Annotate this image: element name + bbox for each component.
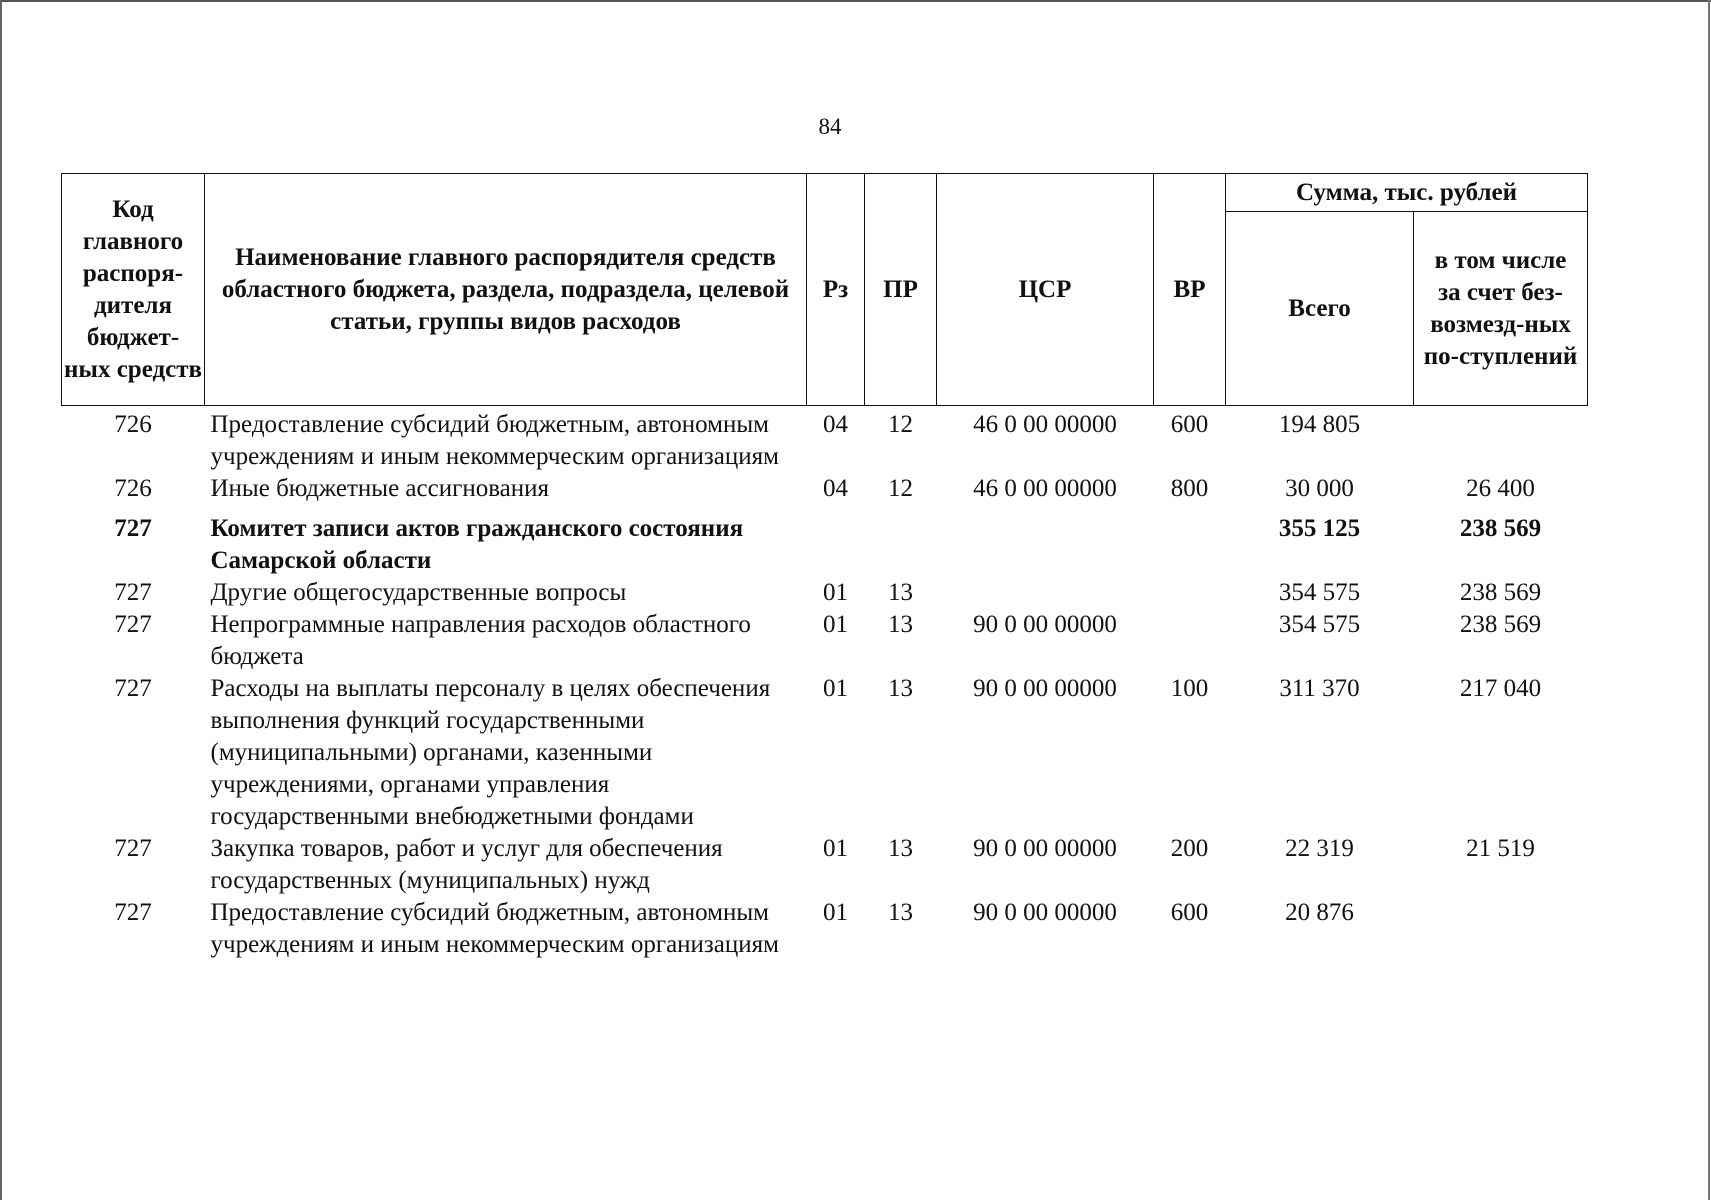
header-vr: ВР: [1154, 174, 1226, 406]
cell-code: 726: [114, 475, 152, 502]
cell-code: 727: [114, 515, 152, 542]
cell-rz: 01: [823, 835, 848, 862]
cell-code: 726: [114, 411, 152, 438]
cell-rz: [807, 505, 865, 577]
cell-total: 22 319: [1285, 835, 1354, 862]
cell-total: 354 575: [1278, 611, 1361, 638]
cell-total: 194 805: [1278, 411, 1361, 438]
cell-grants: 26 400: [1466, 475, 1535, 502]
cell-total: 355 125: [1278, 515, 1361, 542]
page-number: 84: [818, 114, 842, 139]
header-name: Наименование главного распорядителя средств областного бюджета, раздела, подраздела, целевой статьи, группы видов расходов: [205, 174, 807, 406]
cell-grants: 21 519: [1466, 835, 1535, 862]
cell-total: 354 575: [1278, 579, 1361, 606]
cell-vr: [1154, 505, 1226, 577]
cell-pr: 13: [888, 675, 913, 702]
table-row-committee: [62, 505, 1588, 577]
cell-vr: [1154, 577, 1226, 609]
cell-pr: 13: [888, 611, 913, 638]
cell-name: Расходы на выплаты персоналу в целях обеспечения выполнения функций государственными (муниципальными) органами, казенными учреждениями, органами управления государственными внебюджетными фондами: [210, 675, 771, 830]
cell-rz: 04: [823, 475, 848, 502]
cell-vr: 600: [1170, 899, 1209, 926]
cell-grants: 238 569: [1459, 611, 1542, 638]
cell-name: Предоставление субсидий бюджетным, автономным учреждениям и иным некоммерческим организациям: [210, 899, 779, 958]
cell-vr: [1154, 609, 1226, 673]
table-row: [62, 833, 1588, 897]
scan-edge-left: [0, 0, 2, 1200]
header-csr: ЦСР: [937, 174, 1154, 406]
cell-csr: 46 0 00 00000: [973, 475, 1117, 502]
cell-code: 727: [114, 611, 152, 638]
cell-vr: 100: [1170, 675, 1209, 702]
cell-name: Закупка товаров, работ и услуг для обеспечения государственных (муниципальных) нужд: [210, 835, 723, 894]
header-pr: ПР: [865, 174, 937, 406]
cell-name: Непрограммные направления расходов областного бюджета: [210, 611, 751, 670]
table-body: [62, 406, 1588, 962]
cell-csr: 90 0 00 00000: [973, 675, 1117, 702]
cell-csr: 90 0 00 00000: [973, 899, 1117, 926]
cell-pr: 13: [888, 579, 913, 606]
cell-grants: [1414, 406, 1588, 474]
cell-pr: 12: [888, 475, 913, 502]
header-grants: в том числе за счет без-возмезд-ных по-ступлений: [1414, 212, 1588, 406]
cell-total: 311 370: [1279, 675, 1360, 702]
cell-name: Другие общегосударственные вопросы: [210, 579, 627, 606]
scan-edge-top: [0, 0, 1711, 2]
cell-pr: 13: [888, 899, 913, 926]
table-header: [62, 174, 1588, 406]
table-row: [62, 609, 1588, 673]
cell-name: Комитет записи актов гражданского состояния Самарской области: [210, 515, 744, 574]
cell-csr: [937, 577, 1154, 609]
cell-grants: 238 569: [1459, 579, 1542, 606]
cell-rz: 01: [823, 611, 848, 638]
cell-vr: 600: [1170, 411, 1209, 438]
cell-rz: 01: [823, 675, 848, 702]
cell-name: Иные бюджетные ассигнования: [210, 475, 550, 502]
cell-total: 20 876: [1285, 899, 1354, 926]
table-row: [62, 406, 1588, 474]
budget-table: [61, 173, 1588, 961]
cell-csr: [937, 505, 1154, 577]
cell-pr: [865, 505, 937, 577]
cell-vr: 800: [1170, 475, 1209, 502]
cell-csr: 90 0 00 00000: [973, 611, 1117, 638]
cell-grants: 217 040: [1459, 675, 1542, 702]
cell-code: 727: [114, 899, 152, 926]
cell-rz: 04: [823, 411, 848, 438]
table-row: [62, 473, 1588, 505]
cell-rz: 01: [823, 899, 848, 926]
cell-csr: 90 0 00 00000: [973, 835, 1117, 862]
table-row: [62, 673, 1588, 833]
cell-rz: 01: [823, 579, 848, 606]
cell-code: 727: [114, 835, 152, 862]
cell-grants: [1414, 897, 1588, 961]
cell-code: 727: [114, 579, 152, 606]
cell-pr: 12: [888, 411, 913, 438]
table-row: [62, 897, 1588, 961]
cell-code: 727: [114, 675, 152, 702]
header-total: Всего: [1226, 212, 1414, 406]
scan-edge-right: [1708, 0, 1710, 1200]
cell-pr: 13: [888, 835, 913, 862]
header-sum: Сумма, тыс. рублей: [1226, 174, 1588, 212]
table-row: [62, 577, 1588, 609]
cell-csr: 46 0 00 00000: [973, 411, 1117, 438]
header-rz: Рз: [807, 174, 865, 406]
header-code: Код главного распоря-дителя бюджет-ных средств: [62, 174, 205, 406]
cell-vr: 200: [1170, 835, 1209, 862]
cell-total: 30 000: [1285, 475, 1354, 502]
cell-name: Предоставление субсидий бюджетным, автономным учреждениям и иным некоммерческим организациям: [210, 411, 779, 470]
cell-grants: 238 569: [1459, 515, 1542, 542]
